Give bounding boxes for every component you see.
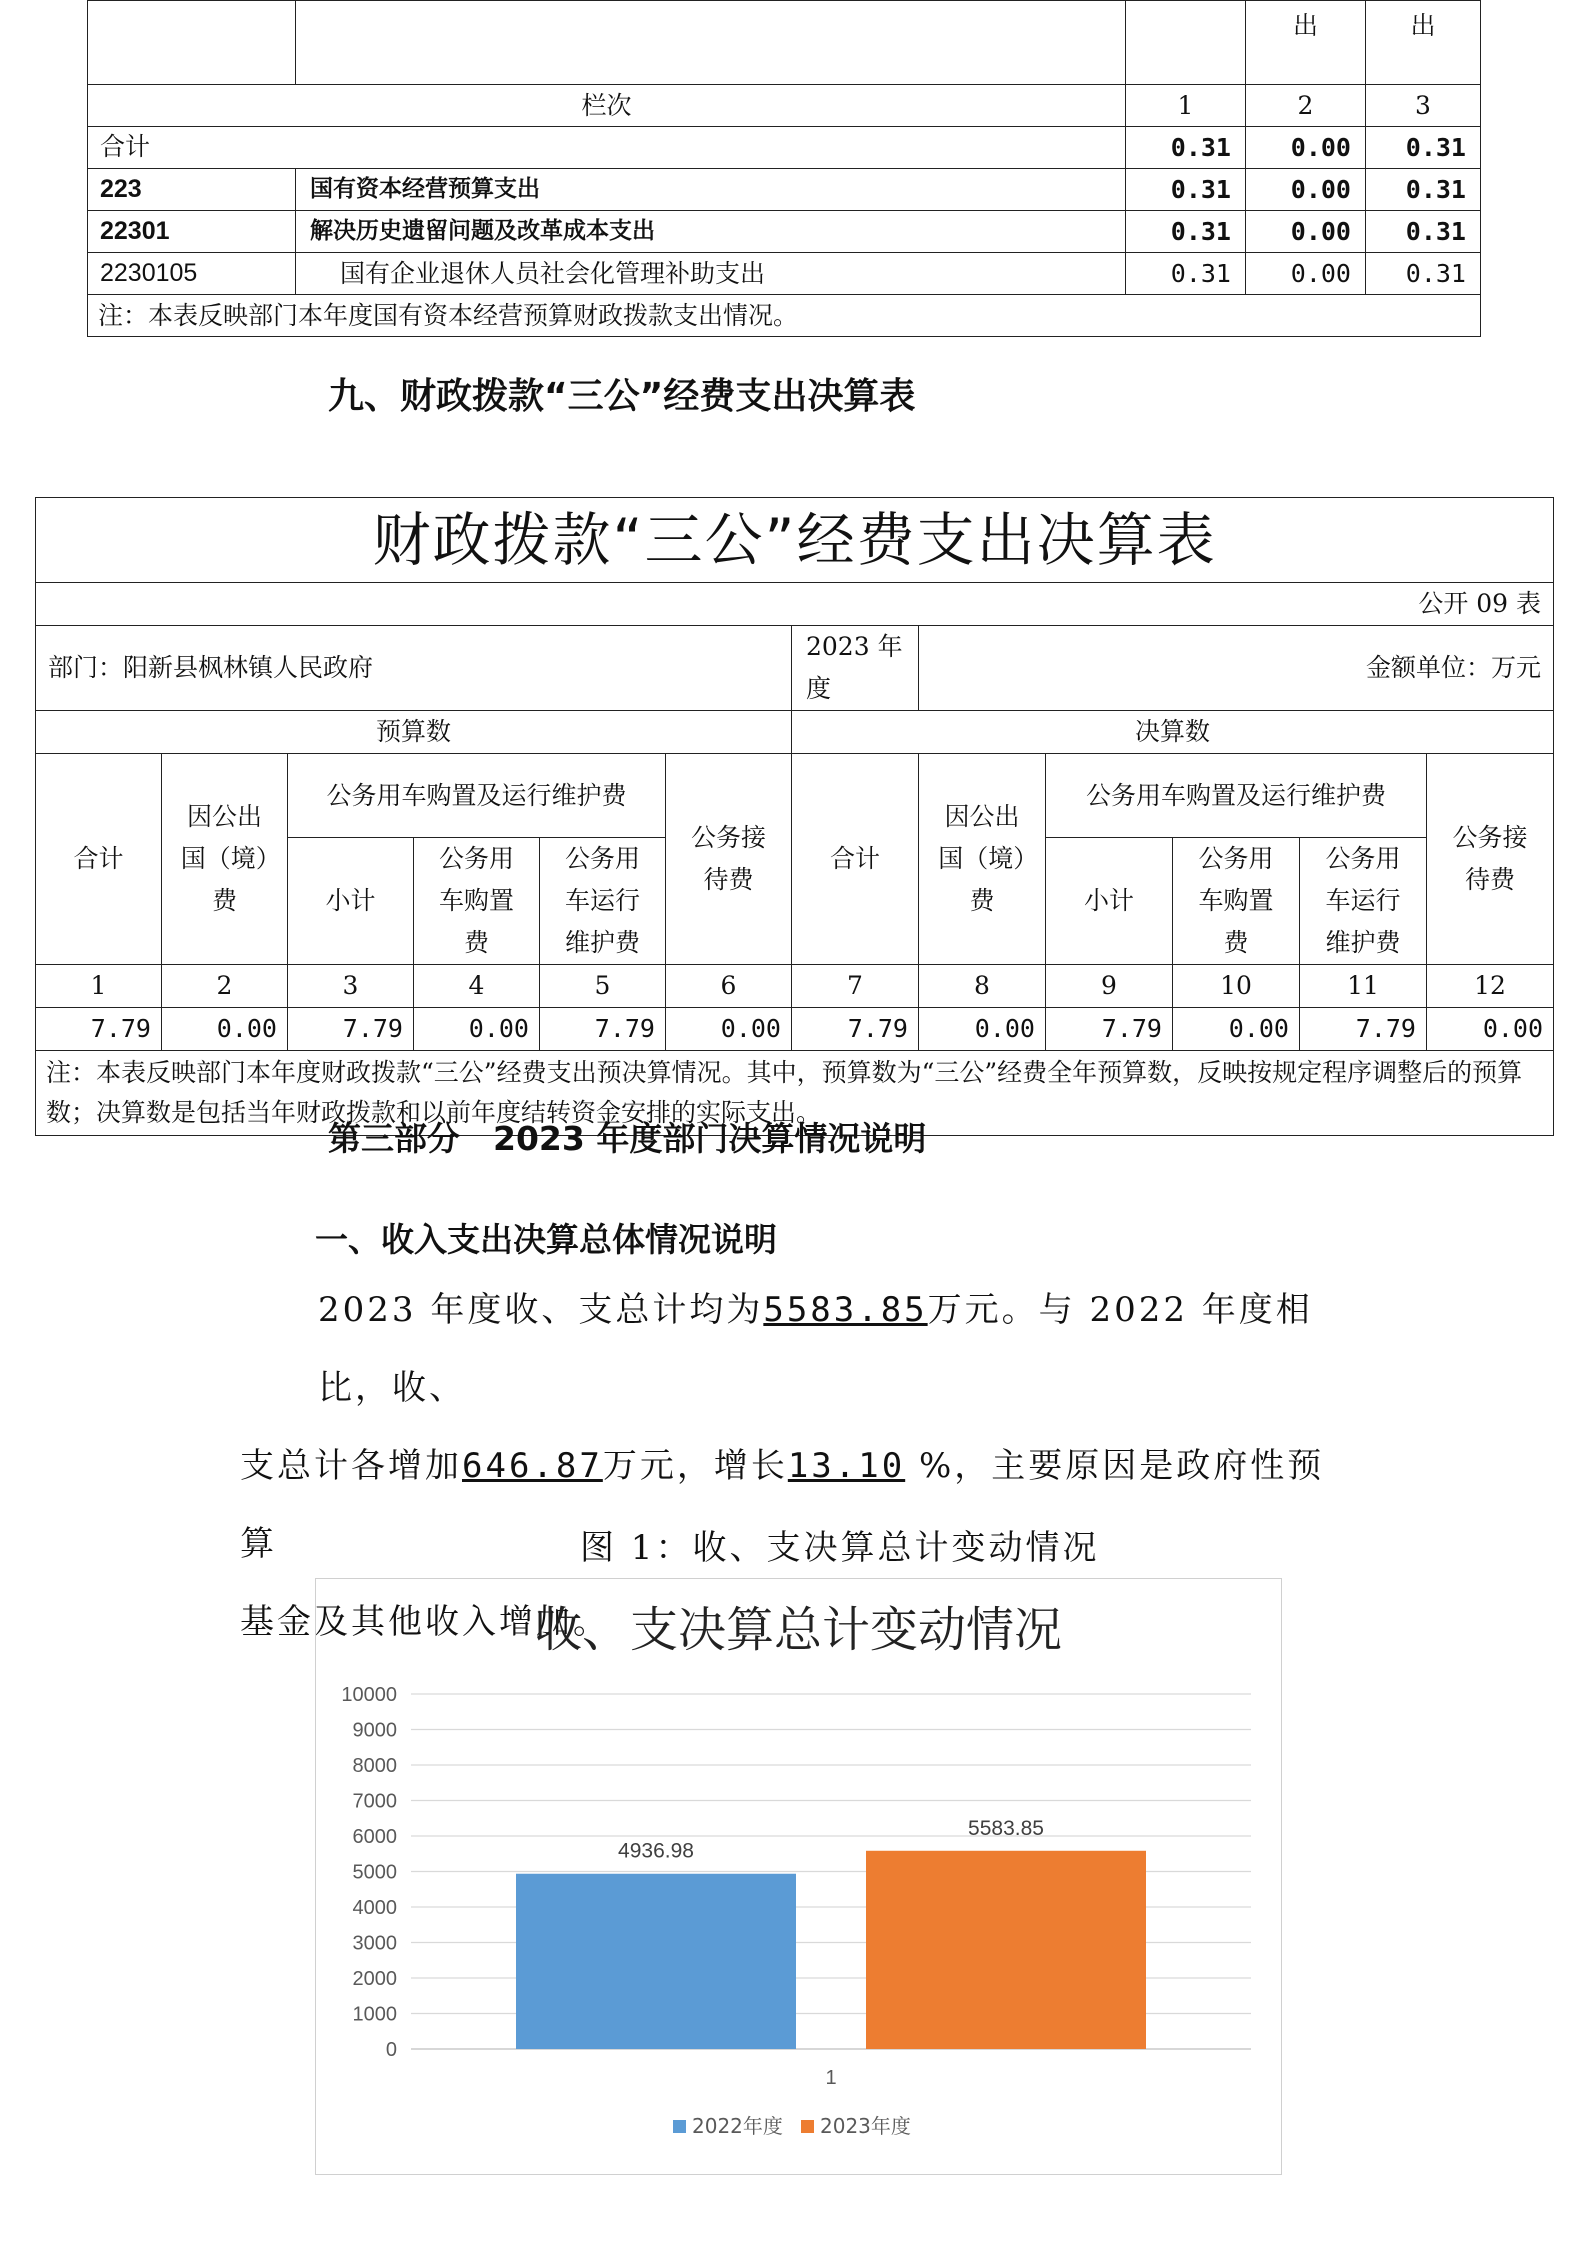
y-tick-label: 10000: [341, 1684, 397, 1706]
increase-amount: 646.87: [462, 1446, 603, 1486]
y-tick-label: 6000: [352, 1826, 397, 1848]
chart-container: [315, 1578, 1282, 2175]
header-reception: 公务接待费: [1427, 754, 1554, 965]
table-three-public-expenses: [35, 497, 1554, 1136]
row-value: 0.31: [1126, 253, 1246, 295]
table-row: [88, 253, 1481, 295]
y-tick-label: 1000: [352, 2003, 397, 2026]
year-label: 2023 年度: [792, 626, 919, 711]
column-number: 12: [1427, 965, 1554, 1008]
value-cell: 7.79: [36, 1008, 162, 1051]
value-cell: 0.00: [162, 1008, 288, 1051]
header-total: 合计: [36, 754, 162, 965]
para-text: 2023 年度收、支总计均为: [318, 1290, 764, 1330]
value-cell: 0.00: [1427, 1008, 1554, 1051]
row-name: 国有资本经营预算支出: [296, 169, 1126, 211]
header-car-buy: 公务用车购置费: [1173, 838, 1300, 965]
y-tick-label: 4000: [352, 1897, 397, 1919]
row-name: 国有企业退休人员社会化管理补助支出: [296, 253, 1126, 295]
y-tick-label: 8000: [352, 1755, 397, 1777]
value-cell: 0.00: [666, 1008, 792, 1051]
header-car: 公务用车购置及运行维护费: [288, 754, 666, 838]
row-value: 0.31: [1126, 169, 1246, 211]
column-number: 2: [162, 965, 288, 1008]
column-number: 11: [1300, 965, 1427, 1008]
department-label: 部门：阳新县枫林镇人民政府: [36, 626, 792, 711]
row-value: 0.00: [1246, 169, 1366, 211]
column-number: 3: [288, 965, 414, 1008]
table-row: [88, 127, 1481, 169]
row-value: 0.31: [1366, 253, 1481, 295]
header-abroad: 因公出国（境）费: [162, 754, 288, 965]
budget-header: 预算数: [36, 711, 792, 754]
value-cell: 7.79: [1300, 1008, 1427, 1051]
value-cell: 7.79: [540, 1008, 666, 1051]
column-number: 1: [36, 965, 162, 1008]
table-state-capital-expenditure: [87, 0, 1481, 337]
form-number: 公开 09 表: [36, 583, 1554, 626]
row-value: 0.00: [1246, 253, 1366, 295]
header-cell-col2: 出: [1246, 1, 1366, 85]
header-reception: 公务接待费: [666, 754, 792, 965]
value-cell: 0.00: [919, 1008, 1046, 1051]
bar-chart: [316, 1579, 1281, 2174]
header-blank-cell: [1126, 1, 1246, 85]
legend-label: 2023年度: [820, 2114, 911, 2138]
row-code: 22301: [88, 211, 296, 253]
value-cell: 7.79: [792, 1008, 919, 1051]
row-value: 0.31: [1366, 211, 1481, 253]
header-car: 公务用车购置及运行维护费: [1046, 754, 1427, 838]
header-car-run: 公务用车运行维护费: [540, 838, 666, 965]
final-header: 决算数: [792, 711, 1554, 754]
legend-swatch: [801, 2120, 814, 2133]
header-abroad: 因公出国（境）费: [919, 754, 1046, 965]
column-number: 4: [414, 965, 540, 1008]
legend-label: 2022年度: [692, 2114, 783, 2138]
value-cell: 7.79: [288, 1008, 414, 1051]
para-text: %，主要原因是政府性预算: [240, 1446, 1325, 1564]
row-value: 0.31: [1366, 127, 1481, 169]
index-col-2: 2: [1246, 85, 1366, 127]
section-heading: 一、收入支出决算总体情况说明: [315, 1220, 777, 1259]
column-number: 8: [919, 965, 1046, 1008]
total-amount: 5583.85: [763, 1290, 928, 1330]
index-row-label: 栏次: [88, 85, 1126, 127]
index-col-3: 3: [1366, 85, 1481, 127]
y-tick-label: 7000: [352, 1790, 397, 1813]
y-tick-label: 0: [385, 2039, 397, 2061]
value-cell: 0.00: [1173, 1008, 1300, 1051]
row-code: 223: [88, 169, 296, 211]
header-cell-col3: 出: [1366, 1, 1481, 85]
section-title: 九、财政拨款“三公”经费支出决算表: [328, 376, 916, 417]
row-value: 0.00: [1246, 127, 1366, 169]
part-title: 第三部分 2023 年度部门决算情况说明: [328, 1119, 927, 1158]
header-car-run: 公务用车运行维护费: [1300, 838, 1427, 965]
table-note: 注：本表反映部门本年度财政拨款“三公”经费支出预决算情况。其中，预算数为“三公”经费全年预算数，反映按规定程序调整后的预算数；决算数是包括当年财政拨款和以前年度结转资金安排的实际支出。: [36, 1051, 1554, 1136]
y-tick-label: 3000: [352, 1932, 397, 1955]
header-blank-cell: [88, 1, 296, 85]
row-code: 合计: [88, 127, 1126, 169]
y-tick-label: 2000: [352, 1968, 397, 1990]
table-note: 注：本表反映部门本年度国有资本经营预算财政拨款支出情况。: [88, 295, 1481, 337]
row-name: 解决历史遗留问题及改革成本支出: [296, 211, 1126, 253]
x-category-label: 1: [825, 2067, 837, 2089]
y-tick-label: 9000: [352, 1719, 397, 1742]
column-number: 5: [540, 965, 666, 1008]
data-label: 5583.85: [968, 1816, 1044, 1840]
value-cell: 7.79: [1046, 1008, 1173, 1051]
bar-2022: [516, 1874, 796, 2049]
column-number: 7: [792, 965, 919, 1008]
chart-title: 收、支决算总计变动情况: [533, 1602, 1063, 1658]
row-code: 2230105: [88, 253, 296, 295]
data-label: 4936.98: [618, 1839, 694, 1863]
table-row: [88, 169, 1481, 211]
row-value: 0.00: [1246, 211, 1366, 253]
bar-2023: [866, 1851, 1146, 2049]
row-value: 0.31: [1126, 211, 1246, 253]
row-value: 0.31: [1366, 169, 1481, 211]
para-text: 基金及其他收入增加。: [240, 1602, 610, 1642]
index-col-1: 1: [1126, 85, 1246, 127]
column-number: 9: [1046, 965, 1173, 1008]
header-subtotal: 小计: [1046, 838, 1173, 965]
para-text: 支总计各增加: [240, 1446, 462, 1486]
table-row: [88, 211, 1481, 253]
para-text: 万元。与 2022 年度相比，收、: [318, 1290, 1313, 1408]
unit-label: 金额单位：万元: [919, 626, 1554, 711]
table-title: 财政拨款“三公”经费支出决算表: [36, 498, 1554, 583]
value-cell: 0.00: [414, 1008, 540, 1051]
growth-rate: 13.10: [787, 1446, 906, 1486]
para-text: 万元，增长: [602, 1446, 788, 1486]
column-number: 6: [666, 965, 792, 1008]
legend-swatch: [673, 2120, 686, 2133]
column-number: 10: [1173, 965, 1300, 1008]
row-value: 0.31: [1126, 127, 1246, 169]
figure-caption: 图 1：收、支决算总计变动情况: [580, 1528, 1100, 1568]
y-tick-label: 5000: [352, 1861, 397, 1884]
header-subtotal: 小计: [288, 838, 414, 965]
header-blank-cell: [296, 1, 1126, 85]
header-total: 合计: [792, 754, 919, 965]
header-car-buy: 公务用车购置费: [414, 838, 540, 965]
